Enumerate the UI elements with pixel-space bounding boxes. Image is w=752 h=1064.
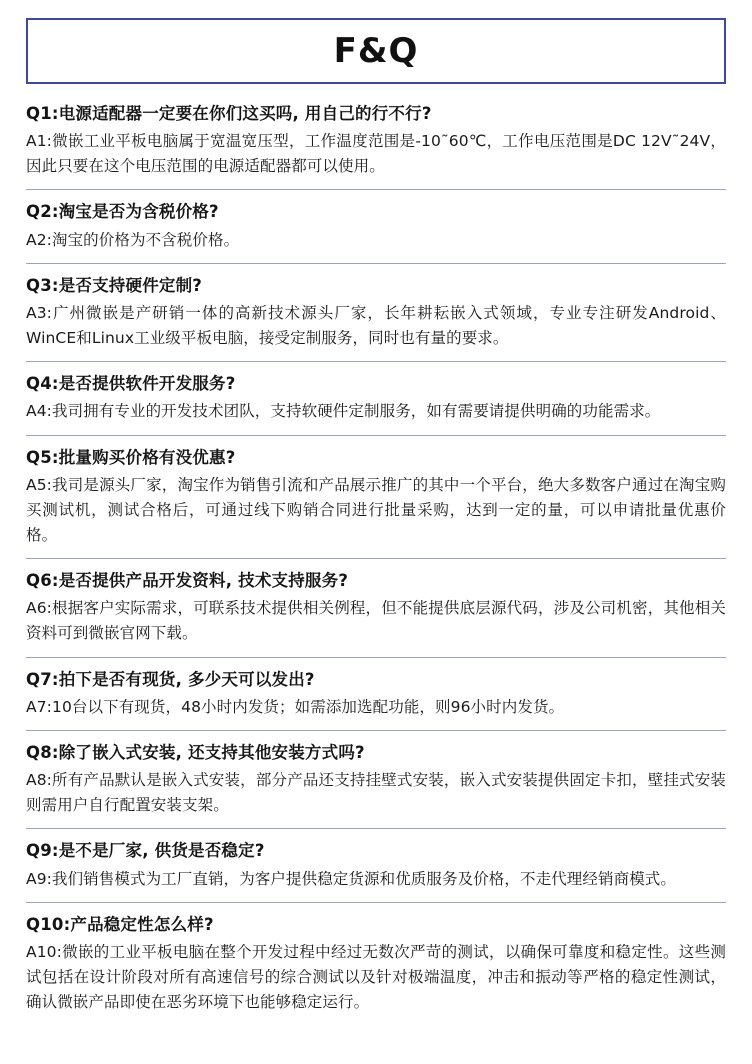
faq-entry [26, 903, 726, 1026]
faq-answer: A9:我们销售模式为工厂直销，为客户提供稳定货源和优质服务及价格，不走代理经销商模式。 [26, 869, 676, 888]
faq-entry [26, 436, 726, 560]
faq-entry [26, 190, 726, 263]
faq-answer: A6:根据客户实际需求，可联系技术提供相关例程，但不能提供底层源代码，涉及公司机密，其他相关资料可到微嵌官网下载。 [26, 599, 726, 643]
faq-answer: A10:微嵌的工业平板电脑在整个开发过程中经过无数次严苛的测试，以确保可靠度和稳定性。这些测试包括在设计阶段对所有高速信号的综合测试以及针对极端温度，冲击和振动等严格的稳定性测试，确认微嵌产品即使在恶劣环境下也能够稳定运行。 [26, 942, 726, 1012]
faq-question: Q5:批量购买价格有没优惠? [26, 447, 236, 467]
page-title: F&Q [333, 31, 419, 71]
faq-answer: A7:10台以下有现货，48小时内发货；如需添加选配功能，则96小时内发货。 [26, 697, 565, 716]
faq-question: Q2:淘宝是否为含税价格? [26, 202, 219, 222]
faq-question: Q10:产品稳定性怎么样? [26, 914, 214, 934]
faq-question: Q8:除了嵌入式安装, 还支持其他安装方式吗? [26, 742, 365, 762]
faq-answer: A4:我司拥有专业的开发技术团队，支持软硬件定制服务，如有需要请提供明确的功能需求。 [26, 402, 661, 421]
faq-question: Q3:是否支持硬件定制? [26, 275, 203, 295]
faq-question: Q1:电源适配器一定要在你们这买吗, 用自己的行不行? [26, 104, 432, 123]
faq-answer: A3:广州微嵌是产研销一体的高新技术源头厂家，长年耕耘嵌入式领域，专业专注研发Android、WinCE和Linux工业级平板电脑，接受定制服务，同时也有量的要求。 [26, 303, 726, 348]
faq-question: Q9:是不是厂家, 供货是否稳定? [26, 841, 265, 861]
faq-list [26, 100, 726, 1025]
faq-entry [26, 362, 726, 435]
faq-answer: A8:所有产品默认是嵌入式安装，部分产品还支持挂壁式安装，嵌入式安装提供固定卡扣，壁挂式安装则需用户自行配置安装支架。 [26, 771, 726, 815]
faq-entry [26, 731, 726, 829]
faq-entry [26, 559, 726, 657]
faq-entry [26, 264, 726, 362]
faq-answer: A1:微嵌工业平板电脑属于宽温宽压型，工作温度范围是-10˜60℃，工作电压范围是DC 12V˜24V，因此只要在这个电压范围的电源适配器都可以使用。 [26, 132, 726, 176]
faq-answer: A5:我司是源头厂家，淘宝作为销售引流和产品展示推广的其中一个平台，绝大多数客户通过在淘宝购买测试机，测试合格后，可通过线下购销合同进行批量采购，达到一定的量，可以申请批量优惠价格。 [26, 475, 726, 544]
faq-question: Q7:拍下是否有现货, 多少天可以发出? [26, 669, 315, 689]
faq-entry [26, 829, 726, 902]
faq-question: Q6:是否提供产品开发资料, 技术支持服务? [26, 571, 349, 591]
faq-entry [26, 658, 726, 731]
faq-entry [26, 100, 726, 190]
faq-question: Q4:是否提供软件开发服务? [26, 374, 236, 394]
faq-answer: A2:淘宝的价格为不含税价格。 [26, 230, 240, 249]
page-title-box [26, 18, 726, 84]
